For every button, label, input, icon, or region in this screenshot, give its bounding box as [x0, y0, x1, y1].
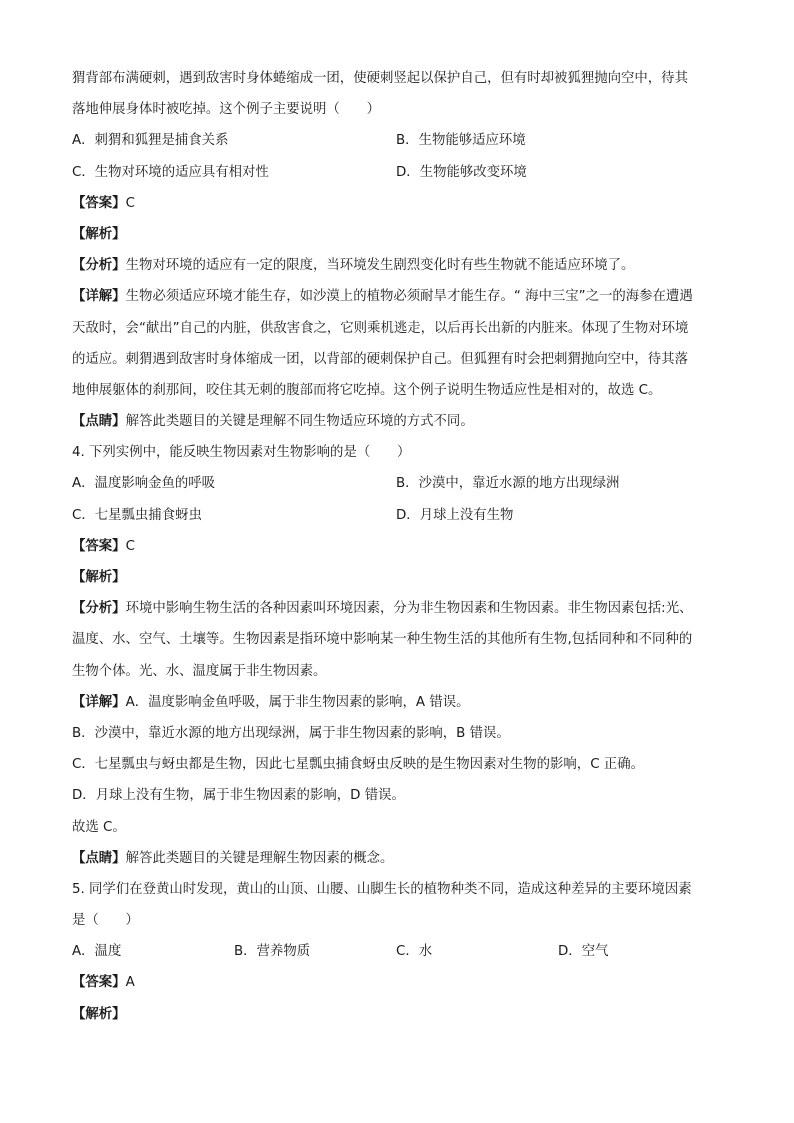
q3-xiangjie-line-1: [72, 281, 732, 312]
q4-dianjing: [72, 843, 732, 874]
q5-stem-line-1: 5. 同学们在登黄山时发现，黄山的山顶、山腰、山脚生长的植物种类不同，造成这种差异的主要环境因素: [72, 881, 692, 897]
fenxi-label: 【分析】: [72, 601, 126, 617]
q3-xiangjie-line-2: 天敌时，会“献出”自己的内脏，供敌害食之，它则乘机逃走，以后再长出新的内脏来。体现了生物对环境: [72, 320, 689, 336]
q3-options-row-1: [72, 125, 732, 156]
q5-options-row: [72, 936, 732, 967]
xiangjie-label: 【详解】: [72, 289, 126, 305]
answer-label: 【答案】: [72, 195, 126, 211]
dianjing-text: 解答此类题目的关键是理解不同生物适应环境的方式不同。: [125, 414, 474, 430]
q5-option-a: A．温度: [72, 944, 122, 960]
dianjing-label: 【点睛】: [72, 850, 126, 866]
q3-option-b: B．生物能够适应环境: [396, 133, 526, 149]
q3-option-d: D．生物能够改变环境: [396, 164, 527, 180]
q4-options-row-1: [72, 468, 732, 499]
answer-label: 【答案】: [72, 538, 126, 554]
q3-options-row-2: [72, 157, 732, 188]
dianjing-label: 【点睛】: [72, 414, 126, 430]
q3-option-a: A．刺猬和狐狸是捕食关系: [72, 133, 229, 149]
xiangjie-text: A．温度影响金鱼呼吸，属于非生物因素的影响，A 错误。: [125, 694, 470, 710]
answer-value: C: [125, 195, 135, 211]
q4-analysis-heading: [72, 562, 732, 593]
analysis-label: 【解析】: [72, 1006, 126, 1022]
xiangjie-text: 生物必须适应环境才能生存，如沙漠上的植物必须耐旱才能生存。“ 海中三宝”之一的海参在遭遇: [125, 289, 693, 305]
analysis-label: 【解析】: [72, 226, 126, 242]
fenxi-text: 环境中影响生物生活的各种因素叫环境因素，分为非生物因素和生物因素。非生物因素包括:光、: [125, 601, 693, 617]
q4-xiangjie-line-2: B．沙漠中，靠近水源的地方出现绿洲，属于非生物因素的影响，B 错误。: [72, 725, 510, 741]
q3-stem-line-1: 猬背部布满硬刺，遇到敌害时身体蜷缩成一团，使硬刺竖起以保护自己，但有时却被狐狸抛向空中，待其: [72, 71, 688, 86]
q4-xiangjie-line-4: D．月球上没有生物，属于非生物因素的影响，D 错误。: [72, 788, 405, 804]
q3-option-c: C．生物对环境的适应具有相对性: [72, 164, 269, 180]
q4-xiangjie-line-5: 故选 C。: [72, 819, 126, 835]
q3-fenxi: [72, 250, 732, 281]
q4-stem: 4. 下列实例中，能反映生物因素对生物影响的是（ ）: [72, 445, 411, 461]
q4-option-d: D．月球上没有生物: [396, 507, 514, 523]
xiangjie-label: 【详解】: [72, 694, 126, 710]
answer-value: C: [125, 538, 135, 554]
q5-answer: [72, 967, 732, 998]
q4-fenxi-line-2: 温度、水、空气、土壤等。生物因素是指环境中影响某一种生物生活的其他所有生物,包括同种和不同种的: [72, 632, 693, 648]
q3-xiangjie-line-4: 地伸展躯体的刹那间，咬住其无刺的腹部而将它吃掉。这个例子说明生物适应性是相对的，故选 C。: [72, 382, 662, 398]
q5-analysis-heading: [72, 999, 732, 1030]
q5-option-d: D．空气: [558, 944, 609, 960]
q4-option-c: C．七星瓢虫捕食蚜虫: [72, 507, 202, 523]
fenxi-text: 生物对环境的适应有一定的限度，当环境发生剧烈变化时有些生物就不能适应环境了。: [125, 258, 635, 274]
q4-fenxi-line-1: [72, 593, 732, 624]
q4-xiangjie-line-1: [72, 687, 732, 718]
q4-fenxi-line-3: 生物个体。光、水、温度属于非生物因素。: [72, 663, 327, 679]
q4-answer: [72, 531, 732, 562]
analysis-label: 【解析】: [72, 570, 126, 585]
document-page: [72, 63, 732, 1030]
q3-xiangjie-line-3: 的适应。刺猬遇到敌害时身体缩成一团，以背部的硬刺保护自己。但狐狸有时会把刺猬抛向空中，待其落: [72, 351, 688, 367]
q5-stem-line-2: 是（ ）: [72, 913, 139, 929]
q4-options-row-2: [72, 500, 732, 531]
q5-option-b: B．营养物质: [234, 944, 311, 960]
fenxi-label: 【分析】: [72, 258, 126, 274]
q3-stem-line-2: 落地伸展身体时被吃掉。这个例子主要说明（ ）: [72, 102, 380, 118]
dianjing-text: 解答此类题目的关键是理解生物因素的概念。: [125, 850, 394, 866]
q4-option-b: B．沙漠中，靠近水源的地方出现绿洲: [396, 476, 620, 492]
q4-xiangjie-line-3: C．七星瓢虫与蚜虫都是生物，因此七星瓢虫捕食蚜虫反映的是生物因素对生物的影响，C 正确。: [72, 757, 644, 773]
q4-option-a: A．温度影响金鱼的呼吸: [72, 476, 216, 492]
answer-value: A: [125, 975, 135, 991]
q3-answer: [72, 188, 732, 219]
q5-option-c: C．水: [396, 944, 433, 960]
q3-dianjing: [72, 406, 732, 437]
q3-analysis-heading: [72, 219, 732, 250]
answer-label: 【答案】: [72, 975, 126, 991]
